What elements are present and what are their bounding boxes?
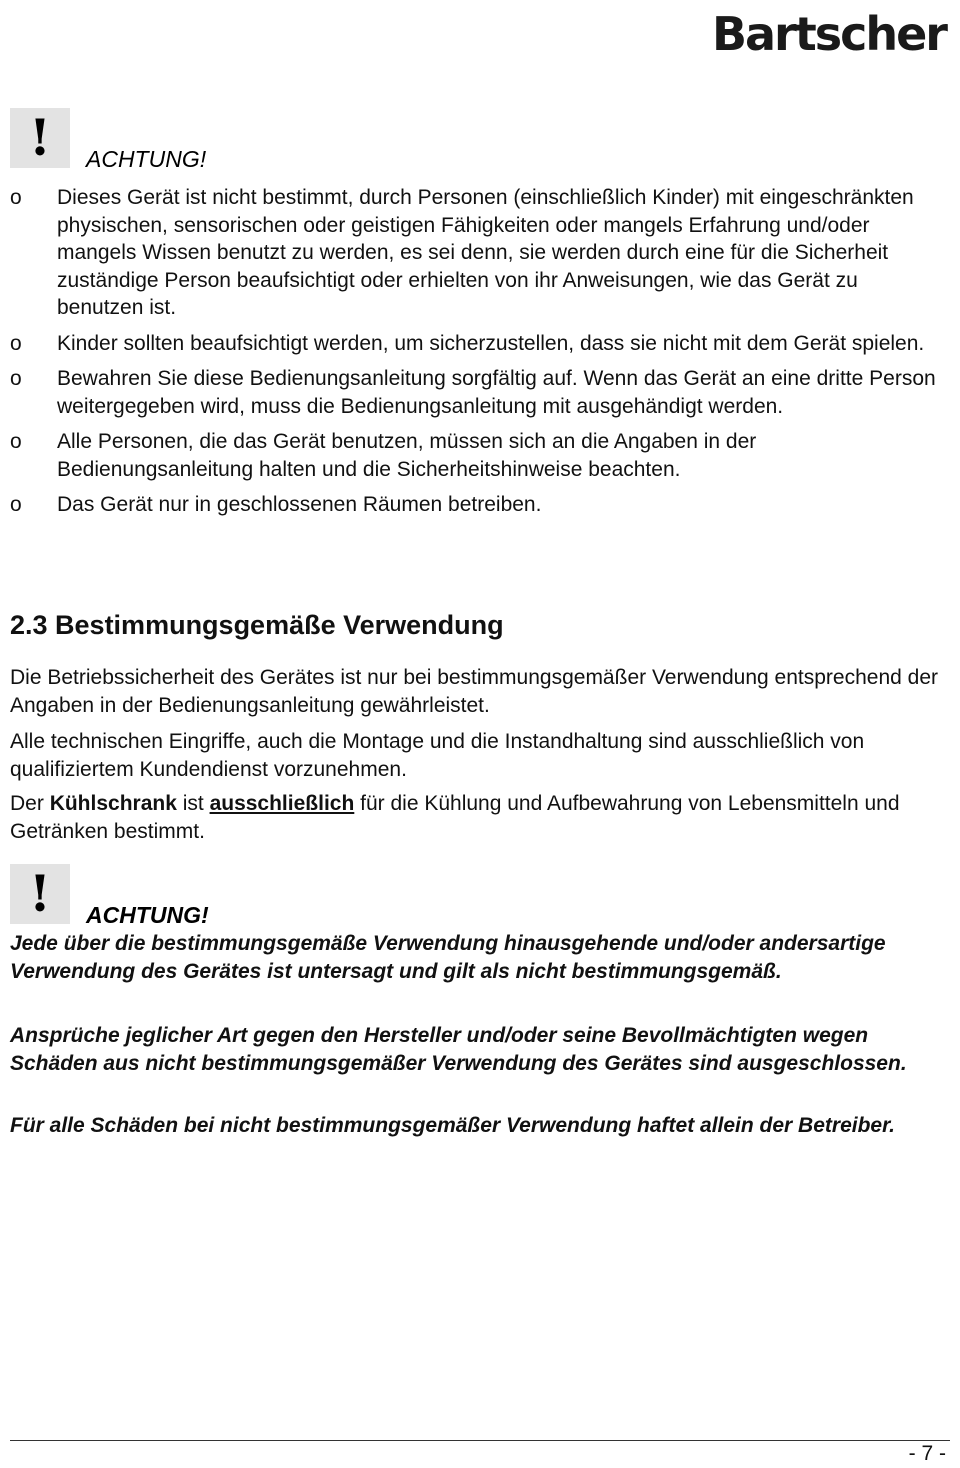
warning-icon: ! (10, 864, 70, 924)
paragraph-intended-use (10, 790, 950, 846)
paragraph-operational-safety: Die Betriebssicherheit des Gerätes ist nur bei bestimmungsgemäßer Verwendung entsprechend der Angaben in der Bedienungsanleitung gewährleistet. (10, 666, 938, 717)
warning-paragraph: Ansprüche jeglicher Art gegen den Hersteller und/oder seine Bevollmächtigten wegen Schäden aus nicht bestimmungsgemäßer Verwendung des Gerätes sind ausgeschlossen. (10, 1024, 907, 1075)
list-item (10, 491, 950, 519)
list-item-text: Bewahren Sie diese Bedienungsanleitung sorgfältig auf. Wenn das Gerät an eine dritte Person weitergegeben wird, muss die Bedienungsanleitung mit ausgehändigt werden. (57, 367, 936, 418)
list-bullet: o (10, 430, 22, 453)
page-number: - 7 - (908, 1442, 946, 1465)
list-item-text: Alle Personen, die das Gerät benutzen, müssen sich an die Angaben in der Bedienungsanleitung halten und die Sicherheitshinweise beachten. (57, 430, 757, 481)
warning-title: ACHTUNG! (86, 902, 209, 928)
bold-term-fridge: Kühlschrank (49, 792, 177, 815)
warning-paragraph: Jede über die bestimmungsgemäße Verwendung hinausgehende und/oder andersartige Verwendung des Gerätes ist untersagt und gilt als nicht bestimmungsgemäß. (10, 932, 886, 983)
text-run: Der (10, 792, 50, 815)
list-item (10, 184, 950, 322)
list-bullet: o (10, 186, 22, 209)
footer-divider (10, 1440, 950, 1441)
paragraph-technical-interventions: Alle technischen Eingriffe, auch die Montage und die Instandhaltung sind ausschließlich von qualifiziertem Kundendienst vorzunehmen. (10, 730, 865, 781)
bold-term-exclusively: ausschließlich (209, 792, 355, 815)
section-heading: 2.3 Bestimmungsgemäße Verwendung (10, 610, 504, 640)
list-bullet: o (10, 493, 22, 516)
list-item-text: Kinder sollten beaufsichtigt werden, um sicherzustellen, dass sie nicht mit dem Gerät spielen. (57, 331, 925, 355)
warning-paragraph: Für alle Schäden bei nicht bestimmungsgemäßer Verwendung haftet allein der Betreiber. (10, 1114, 895, 1137)
list-bullet: o (10, 367, 22, 390)
list-bullet: o (10, 331, 22, 355)
list-item-text: Das Gerät nur in geschlossenen Räumen betreiben. (57, 493, 542, 516)
list-item (10, 330, 950, 358)
text-run: für die Kühlung und Aufbewahrung von Lebensmitteln und Getränken bestimmt. (10, 792, 900, 843)
warning-title: ACHTUNG! (86, 146, 207, 172)
text-run: ist (176, 792, 210, 815)
bartscher-logo: Bartscher (711, 7, 946, 61)
warning-icon: ! (10, 108, 70, 168)
list-item-text: Dieses Gerät ist nicht bestimmt, durch Personen (einschließlich Kinder) mit eingeschränkten physischen, sensorischen oder geistigen Fähigkeiten oder mangels Erfahrung und/oder mangels Wissen benutzt zu werden, es sei denn, sie werden durch eine für die Sicherheit zuständige Person beaufsichtigt oder erhielten von ihr Anweisungen, wie das Gerät zu benutzen ist. (57, 186, 914, 319)
list-item (10, 428, 950, 483)
list-item (10, 365, 950, 420)
safety-list (10, 184, 950, 527)
